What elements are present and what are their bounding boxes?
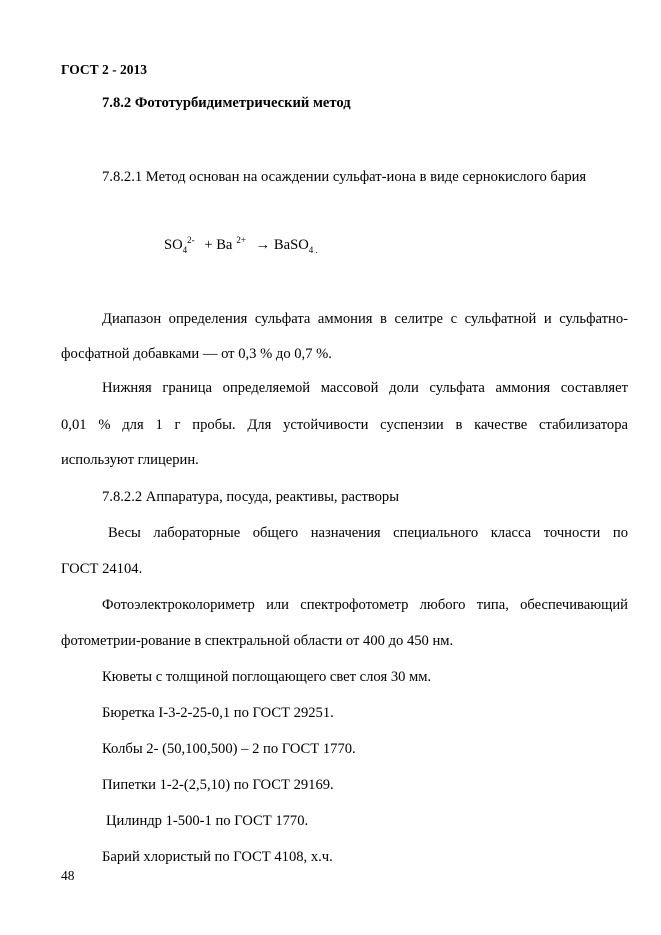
- page-number: 48: [61, 868, 75, 883]
- paragraph-method-basis: 7.8.2.1 Метод основан на осаждении сульфат-иона в виде сернокислого бария: [102, 169, 587, 185]
- paragraph-scales-line2: ГОСТ 24104.: [61, 561, 143, 577]
- list-item-pipettes: Пипетки 1-2-(2,5,10) по ГОСТ 29169.: [102, 777, 334, 793]
- formula-barium-sulfate: → BaSO: [255, 237, 309, 253]
- paragraph-lower-limit-line2: 0,01 % для 1 г пробы. Для устойчивости суспензии в качестве стабилизатора: [61, 417, 628, 433]
- chemical-formula: [164, 236, 318, 254]
- paragraph-lower-limit-line1: Нижняя граница определяемой массовой доли сульфата аммония составляет: [102, 380, 628, 396]
- paragraph-apparatus-heading: 7.8.2.2 Аппаратура, посуда, реактивы, растворы: [102, 489, 400, 505]
- list-item-burette: Бюретка I-3-2-25-0,1 по ГОСТ 29251.: [102, 705, 334, 721]
- paragraph-range-line2: фосфатной добавками — от 0,3 % до 0,7 %.: [61, 346, 332, 362]
- formula-sulfate-charge: 2-: [187, 235, 195, 246]
- list-item-flasks: Колбы 2- (50,100,500) – 2 по ГОСТ 1770.: [102, 741, 356, 757]
- list-item-cuvettes: Кюветы с толщиной поглощающего свет слоя 30 мм.: [102, 669, 432, 685]
- formula-sulfate-sub: 4: [182, 244, 188, 255]
- list-item-barium-chloride: Барий хлористый по ГОСТ 4108, х.ч.: [102, 849, 333, 865]
- formula-barium-sulfate-sub: 4 .: [308, 244, 318, 255]
- document-header: ГОСТ 2 - 2013: [61, 62, 148, 77]
- section-title: 7.8.2 Фототурбидиметрический метод: [102, 95, 351, 111]
- formula-barium-charge: 2+: [236, 235, 246, 246]
- list-item-cylinder: Цилиндр 1-500-1 по ГОСТ 1770.: [106, 813, 309, 829]
- paragraph-scales-line1: Весы лабораторные общего назначения специального класса точности по: [108, 525, 628, 541]
- paragraph-lower-limit-line3: используют глицерин.: [61, 452, 199, 468]
- paragraph-photometer-line2: фотометрии-рование в спектральной области от 400 до 450 нм.: [61, 633, 454, 649]
- paragraph-range-line1: Диапазон определения сульфата аммония в селитре с сульфатной и сульфатно-: [102, 311, 628, 327]
- formula-sulfate: SO: [164, 237, 183, 253]
- formula-barium: + Ba: [204, 237, 233, 253]
- paragraph-photometer-line1: Фотоэлектроколориметр или спектрофотометр любого типа, обеспечивающий: [102, 597, 628, 613]
